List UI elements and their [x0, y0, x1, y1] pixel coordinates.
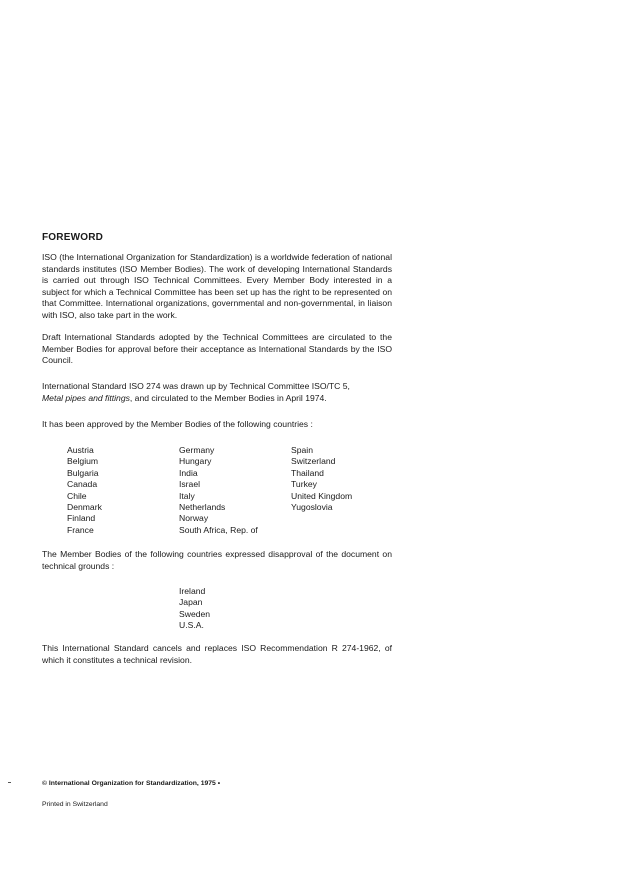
country-item: Austria: [67, 445, 94, 455]
paragraph-draft-standards: Draft International Standards adopted by the Technical Committees are circulated to the Member Bodies for approval before their acceptance as International Standards by the ISO Council.: [42, 332, 392, 366]
country-item: Denmark: [67, 502, 102, 513]
paragraph-cancels-replaces: This International Standard cancels and replaces ISO Recommendation R 274-1962, of which it constitutes a technical revision.: [42, 643, 392, 665]
country-item: Belgium: [67, 456, 99, 467]
country-item: Ireland: [179, 586, 206, 596]
margin-mark: [8, 782, 11, 783]
country-item: U.S.A.: [179, 620, 204, 631]
country-item: Canada: [67, 479, 98, 490]
circulated-text: , and circulated to the Member Bodies in April 1974.: [129, 392, 327, 403]
committee-subject: Metal pipes and fittings: [42, 392, 130, 403]
country-item: Thailand: [291, 467, 324, 478]
foreword-heading: FOREWORD: [42, 232, 104, 243]
country-item: South Africa, Rep. of: [179, 524, 258, 535]
country-item: Israel: [179, 479, 201, 490]
paragraph-approved-intro: It has been approved by the Member Bodies of the following countries :: [42, 419, 313, 429]
disapproved-countries-list: [179, 586, 210, 632]
country-item: Italy: [179, 490, 195, 501]
country-item: Turkey: [291, 479, 317, 490]
paragraph-disapproval-intro: The Member Bodies of the following countries expressed disapproval of the document on technical grounds :: [42, 549, 392, 571]
country-item: Chile: [67, 490, 87, 501]
country-item: Finland: [67, 513, 96, 524]
country-item: Netherlands: [179, 502, 226, 513]
country-item: France: [67, 524, 94, 535]
country-item: Bulgaria: [67, 467, 99, 478]
country-item: India: [179, 467, 198, 478]
approved-countries-column-1: [67, 445, 102, 536]
country-item: Sweden: [179, 608, 211, 619]
paragraph-drawn-up: [42, 381, 392, 404]
country-item: Japan: [179, 597, 203, 608]
country-item: Switzerland: [291, 456, 336, 467]
drawn-up-text: International Standard ISO 274 was drawn up by Technical Committee ISO/TC 5,: [42, 381, 350, 391]
copyright-notice: © International Organization for Standardization, 1975 •: [42, 780, 221, 787]
approved-countries-column-3: [291, 445, 352, 513]
country-item: United Kingdom: [291, 490, 353, 501]
printed-in-notice: Printed in Switzerland: [42, 801, 108, 808]
country-item: Germany: [179, 445, 215, 455]
approved-countries-column-2: [179, 445, 258, 536]
paragraph-iso-intro: ISO (the International Organization for Standardization) is a worldwide federation of national standards institutes (ISO Member Bodies). The work of developing International Standards is carried out through ISO Technical Committees. Every Member Body interested in a subject for which a Technical Committee has been set up has the right to be represented on that Committee. International organizations, governmental and non-governmental, in liaison with ISO, also take part in the work.: [42, 252, 392, 320]
country-item: Spain: [291, 445, 313, 455]
country-item: Yugoslovia: [291, 502, 333, 513]
country-item: Norway: [179, 513, 209, 524]
country-item: Hungary: [179, 456, 212, 467]
